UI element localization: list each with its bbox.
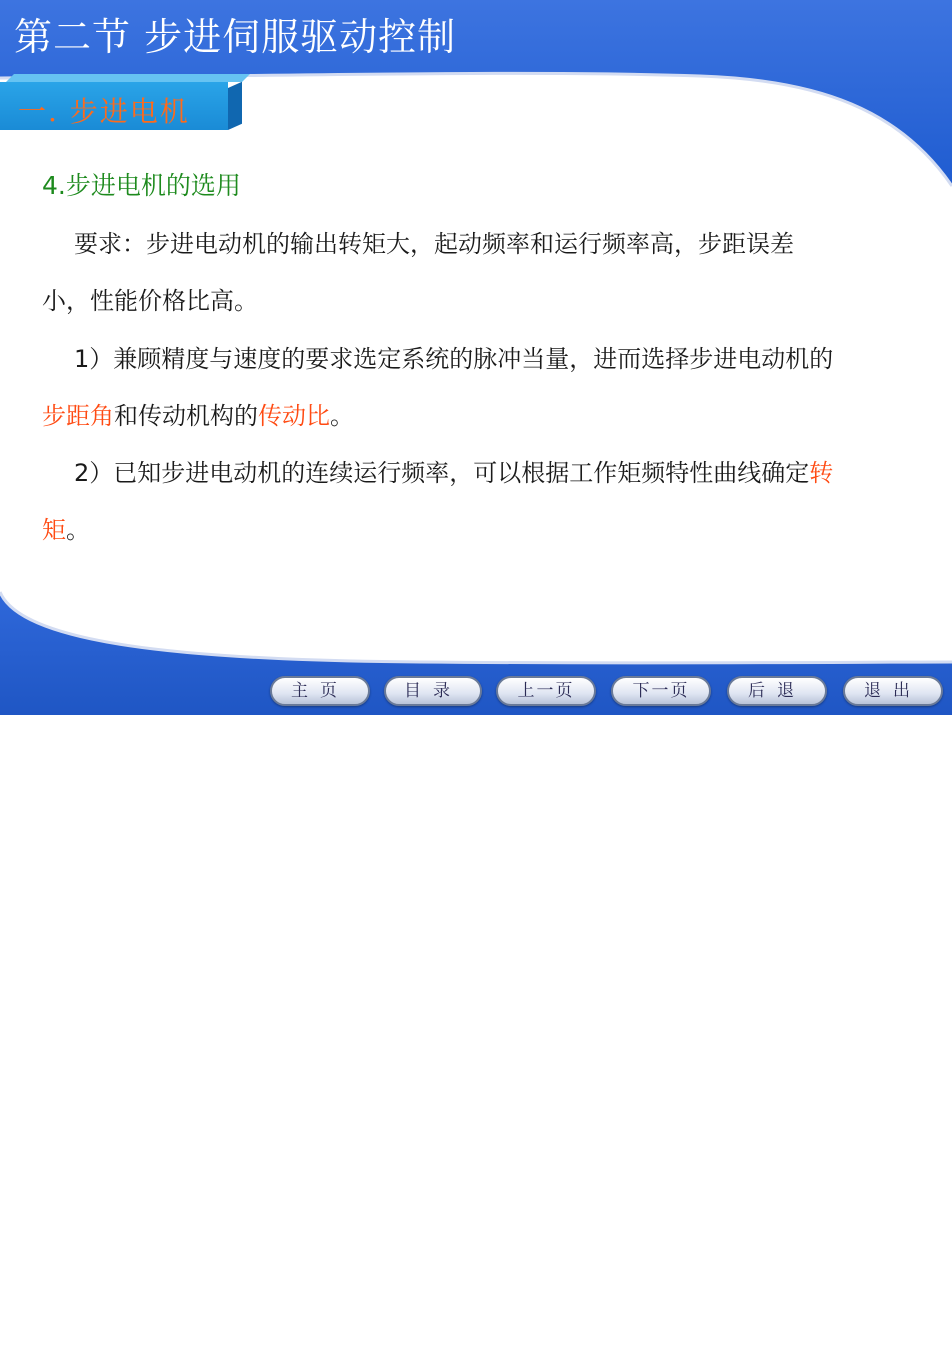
contents-button[interactable]: 目录	[384, 676, 482, 706]
highlight-torque-part-1: 转	[809, 459, 834, 487]
subtitle: 4.步进电机的选用	[42, 171, 241, 200]
paragraph-2-mid: 和传动机构的	[114, 402, 258, 430]
paragraph-2-end: 。	[330, 402, 354, 430]
paragraph-1-line-2: 小，性能价格比高。	[42, 287, 258, 315]
section-tab-top	[6, 74, 250, 82]
paragraph-1-line-1: 要求：步进电动机的输出转矩大，起动频率和运行频率高，步距误差	[74, 230, 794, 258]
paragraph-3-line-1	[74, 453, 833, 488]
section-label: 一. 步进电机	[18, 95, 190, 128]
paragraph-3-line-2	[42, 510, 90, 545]
paragraph-3-text: 2）已知步进电动机的连续运行频率，可以根据工作矩频特性曲线确定	[74, 459, 810, 487]
highlight-torque-part-2: 矩	[42, 516, 66, 544]
home-button[interactable]: 主页	[270, 676, 370, 706]
next-page-button[interactable]: 下一页	[611, 676, 711, 706]
paragraph-3-end: 。	[66, 516, 90, 544]
prev-page-button[interactable]: 上一页	[496, 676, 596, 706]
highlight-step-angle: 步距角	[42, 402, 114, 430]
highlight-transmission-ratio: 传动比	[258, 402, 330, 430]
paragraph-2-line-1: 1）兼顾精度与速度的要求选定系统的脉冲当量，进而选择步进电动机的	[74, 345, 834, 373]
back-button[interactable]: 后退	[727, 676, 827, 706]
slide-title: 第二节 步进伺服驱动控制	[14, 15, 457, 59]
exit-button[interactable]: 退出	[843, 676, 943, 706]
section-tab-side	[228, 82, 242, 130]
section-tab	[0, 82, 228, 130]
paragraph-2-line-2	[42, 396, 354, 431]
nav-bar	[0, 672, 952, 712]
